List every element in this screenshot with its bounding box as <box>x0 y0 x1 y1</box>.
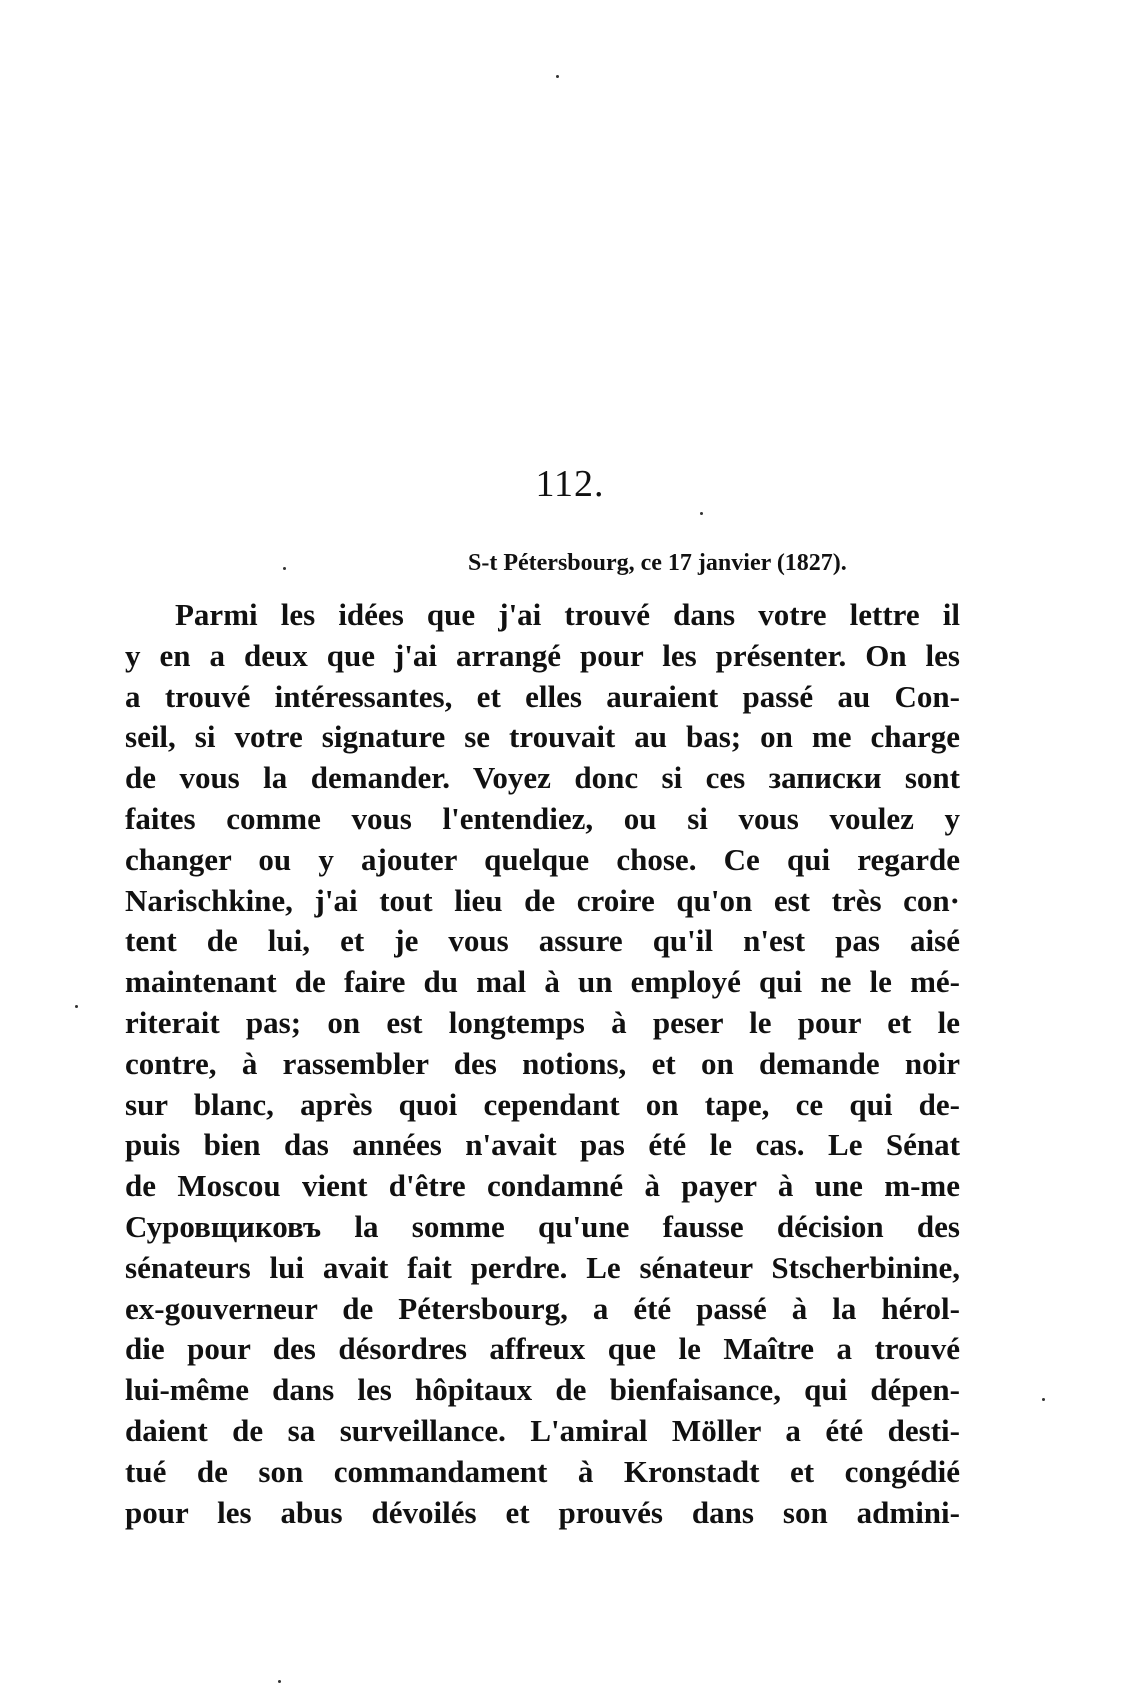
text-line: lui-même dans les hôpitaux de bienfaisance, qui dépen- <box>125 1372 960 1408</box>
text-line: de vous la demander. Voyez donc si ces записки sont <box>125 760 960 796</box>
text-line: seil, si votre signature se trouvait au bas; on me charge <box>125 719 960 755</box>
text-line: die pour des désordres affreux que le Maître a trouvé <box>125 1331 960 1367</box>
text-line: tent de lui, et je vous assure qu'il n'est pas aisé <box>125 923 960 959</box>
dateline: S-t Pétersbourg, ce 17 janvier (1827). <box>468 550 847 576</box>
letter-number: 112. <box>535 463 605 505</box>
text-line: a trouvé intéressantes, et elles auraient passé au Con- <box>125 678 960 714</box>
text-line: y en a deux que j'ai arrangé pour les présenter. On les <box>125 637 960 673</box>
text-line: tué de son commandament à Kronstadt et congédié <box>125 1453 960 1489</box>
text-line: sur blanc, après quoi cependant on tape, ce qui de- <box>125 1086 960 1122</box>
text-line: de Moscou vient d'être condamné à payer à une m-me <box>125 1168 960 1204</box>
text-line: Parmi les idées que j'ai trouvé dans votre lettre il <box>175 597 960 632</box>
text-line: Суровщиковъ la somme qu'une fausse décision des <box>125 1208 960 1244</box>
text-line: daient de sa surveillance. L'amiral Möller a été desti- <box>125 1412 960 1448</box>
scan-speck <box>283 567 286 570</box>
text-line: puis bien das années n'avait pas été le cas. Le Sénat <box>125 1127 960 1163</box>
scan-speck <box>75 1005 78 1008</box>
text-line: contre, à rassembler des notions, et on demande noir <box>125 1045 960 1081</box>
scan-speck <box>278 1680 281 1683</box>
text-line: riterait pas; on est longtemps à peser le pour et le <box>125 1004 960 1040</box>
text-line: pour les abus dévoilés et prouvés dans son admini- <box>125 1494 960 1530</box>
text-line: Narischkine, j'ai tout lieu de croire qu'on est très con· <box>125 882 960 918</box>
text-line: changer ou y ajouter quelque chose. Ce qui regarde <box>125 841 960 877</box>
scan-speck <box>1042 1398 1045 1401</box>
scan-speck <box>556 75 559 78</box>
text-line: faites comme vous l'entendiez, ou si vous voulez y <box>125 800 960 836</box>
letter-body <box>125 595 960 1533</box>
text-line: sénateurs lui avait fait perdre. Le sénateur Stscherbinine, <box>125 1249 960 1285</box>
text-line: maintenant de faire du mal à un employé qui ne le mé- <box>125 964 960 1000</box>
scan-speck <box>700 512 703 515</box>
text-line: ex-gouverneur de Pétersbourg, a été passé à la hérol- <box>125 1290 960 1326</box>
